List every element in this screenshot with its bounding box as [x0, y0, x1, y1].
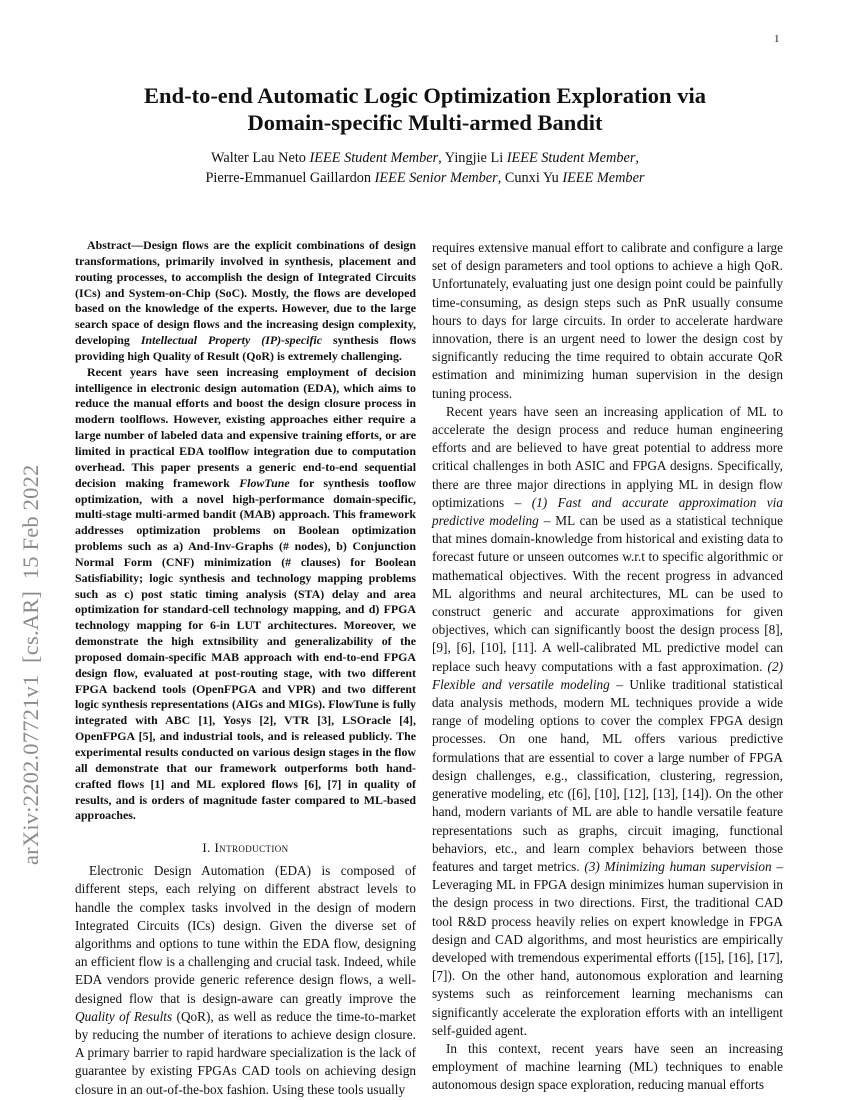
author-role: IEEE Senior Member: [374, 170, 498, 186]
author-list: [0, 148, 850, 188]
author-line-2: [0, 168, 850, 188]
text: – Leveraging ML in FPGA design minimizes human supervision in the design process in two directions. First, the traditional CAD tool R&D process heavily relies on expert knowledge in FPGA design and CAD algorithms, and most heuristics are empirically developed with tremendous experimental efforts ([15], [16], [17], [7]). On the other hand, autonomous exploration and learning systems such as reinforcement learning mechanisms can significantly accelerate the exploration efforts with an intelligent self-guided agent.: [432, 858, 783, 1038]
intro-paragraph-1-continued: requires extensive manual effort to calibrate and configure a large set of design parameters and tool options to achieve a high QoR. Unfortunately, evaluating just one design point could be painfully time-consuming, as design steps such as PnR usually consume hours to days for large circuits. In order to accelerate hardware innovation, there is an urgent need to lower the design cost by significantly reducing the time required to obtain accurate QoR estimation and minimizing human supervision in the design tuning process.: [432, 240, 783, 401]
author-separator: ,: [635, 150, 639, 166]
intro-paragraph-1: [75, 862, 416, 1099]
author-name: Yingjie Li: [444, 150, 504, 166]
intro-paragraph-2: [432, 403, 783, 1040]
title-line-2: Domain-specific Multi-armed Bandit: [247, 110, 603, 135]
author-role: IEEE Member: [562, 170, 645, 186]
left-column: [75, 238, 416, 1099]
section-heading-introduction: I. Introduction: [202, 840, 289, 856]
intro-paragraph-3: In this context, recent years have seen an increasing employment of machine learning (ML) techniques to enable autonomous design space exploration, reducing manual efforts: [432, 1040, 783, 1093]
arxiv-identifier: arXiv:2202.07721v1 [cs.AR] 15 Feb 2022: [18, 464, 43, 865]
right-column: [432, 239, 783, 1095]
text-italic: Intellectual Property (IP)-specific: [140, 333, 322, 348]
text: Abstract—Design flows are the explicit combinations of design transformations, primarily involved in synthesis, placement and routing processes, to accomplish the design of Integrated Circuits (ICs) and System-on-Chip (SoC). Mostly, the flows are developed based on the knowledge of the experts. However, due to the large search space of design flows and the increasing design complexity, developing: [75, 238, 416, 348]
author-separator: ,: [497, 170, 505, 186]
text: Recent years have seen increasing employment of decision intelligence in electronic design automation (EDA), which aims to reduce the manual efforts and boost the design closure process in modern toolflows. However, existing approaches either require a large number of labeled data and expensive training efforts, or are limited in practical EDA toolflow integration due to computation overhead. This paper presents a generic end-to-end sequential decision making framework: [75, 364, 416, 490]
author-name: Pierre-Emmanuel Gaillardon: [205, 170, 372, 186]
text: synthesis flows providing high Quality of Result (QoR) is extremely challenging.: [75, 333, 417, 363]
paper-title: [0, 82, 850, 136]
author-role: IEEE Student Member: [506, 150, 636, 166]
text-italic: (1) Fast and accurate approximation via predictive modeling: [432, 494, 783, 529]
text: Recent years have seen an increasing application of ML to accelerate the design process and reduce human engineering efforts and are believed to have great potential to address more critical challenges in both ASIC and FPGA designs. Specifically, there are three major directions in applying ML in design flow optimizations –: [432, 403, 783, 510]
text: – ML can be used as a statistical technique that mines domain-knowledge from historical and existing data to forecast future or unseen outcomes w.r.t to specific algorithmic or mathematical objectives. With the recent progress in advanced ML algorithms and neural architectures, ML can be used to construct generic and accurate approximations for given objectives, which can significantly boost the design process [8], [9], [6], [10], [11]. A well-calibrated ML predictive model can replace such heavy computations with a fast approximation.: [432, 513, 783, 674]
text: – Unlike traditional statistical data analysis methods, modern ML techniques provide a wide range of modeling options to cover the complex FPGA design processes. On one hand, ML offers various predictive formulations that are essential to cover a large number of FPGA design challenges, e.g., classification, clustering, regression, generative modeling, etc ([6], [10], [12], [13], [14]). On the other hand, modern variants of ML are able to handle versatile feature representations such as graphs, circuit imaging, functional behaviors, etc., and learn complex behaviors between those features and target metrics.: [432, 676, 784, 874]
author-name: Walter Lau Neto: [211, 150, 306, 166]
author-name: Cunxi Yu: [504, 170, 559, 186]
author-line-1: [0, 148, 850, 168]
author-role: IEEE Student Member: [309, 150, 439, 166]
text-italic: (3) Minimizing human supervision: [584, 858, 772, 874]
text-italic: FlowTune: [239, 475, 290, 490]
abstract-paragraph-1: [75, 238, 416, 365]
text-italic: (2) Flexible and versatile modeling: [432, 658, 783, 692]
text-italic: Quality of Results: [75, 1008, 173, 1024]
title-line-1: End-to-end Automatic Logic Optimization Exploration via: [144, 83, 706, 108]
page-number: 1: [774, 33, 780, 45]
text: Electronic Design Automation (EDA) is composed of different steps, each relying on different abstract levels to handle the complex tasks involved in the design of modern Integrated Circuits (ICs) design. Given the diverse set of algorithms and options to tune within the EDA flow, designing an efficient flow is a challenging and crucial task. Indeed, while EDA vendors provide generic reference design flows, a well-designed flow that is design-aware can greatly improve the: [75, 863, 416, 1006]
text: (QoR), as well as reduce the time-to-market by reducing the number of iterations to achieve design closure. A primary barrier to rapid hardware specialization is the lack of guarantee by existing FPGAs CAD tools on achieving design closure in an out-of-the-box fashion. Using these tools usually: [75, 1008, 416, 1097]
text: for synthesis tooflow optimization, with a novel high-performance domain-specific, multi-stage multi-armed bandit (MAB) approach. This framework addresses optimization problems on Boolean optimization problems such as a) And-Inv-Graphs (# nodes), b) Conjunction Normal Form (CNF) minimization (# clauses) for Boolean Satisfiability; logic synthesis and technology mapping problems such as c) post static timing analysis (STA) delay and area optimization for standard-cell technology mapping, and d) FPGA technology mapping for 6-in LUT architectures. Moreover, we demonstrate the high extnsibility and generalizability of the proposed domain-specific MAB approach with end-to-end FPGA design flow, evaluated at post-routing stage, with two different FPGA backend tools (OpenFPGA and VPR) and two different logic synthesis representations (AIGs and MIGs). FlowTune is fully integrated with ABC [1], Yosys [2], VTR [3], LSOracle [4], OpenFPGA [5], and industrial tools, and is released publicly. The experimental results conducted on various design stages in the flow all demonstrate that our framework outperforms both hand-crafted flows [1] and ML explored flows [6], [7] in quality of results, and is orders of magnitude faster compared to ML-based approaches.: [75, 475, 416, 823]
abstract-paragraph-2: [75, 365, 416, 824]
author-separator: ,: [438, 150, 445, 166]
